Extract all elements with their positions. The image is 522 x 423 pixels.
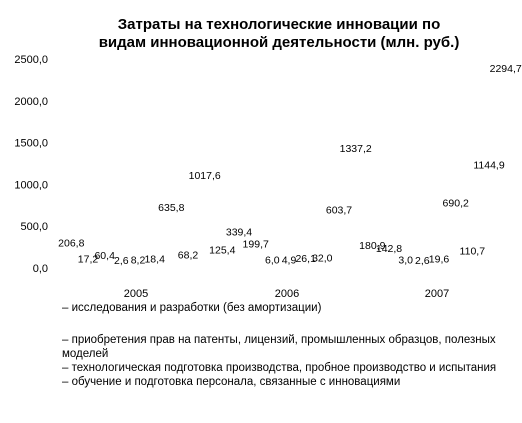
data-label: 1144,9: [473, 159, 505, 172]
data-label: 339,4: [225, 226, 253, 239]
y-tick-label: 1500,0: [14, 137, 48, 150]
data-label: 8,2: [130, 254, 146, 267]
data-labels: [58, 63, 522, 267]
data-label: 199,7: [242, 238, 269, 251]
legend-item-research: – исследования и разработки (без амортизации): [62, 302, 322, 314]
chart-title-line-1: Затраты на технологические инновации по: [117, 16, 441, 33]
data-label: 125,4: [209, 244, 236, 257]
data-label: 32,0: [312, 252, 333, 265]
legend-item-patents: – приобретения прав на патенты, лицензий, промышленных образцов, полезных моделей: [62, 334, 496, 360]
y-tick-label: 1000,0: [14, 179, 48, 192]
x-tick-label: 2006: [274, 288, 300, 300]
data-label: 110,7: [459, 245, 486, 258]
y-tick-label: 500,0: [20, 221, 48, 234]
chart-title: [99, 16, 460, 51]
x-tick-label: 2005: [123, 288, 149, 300]
y-tick-label: 2500,0: [14, 54, 48, 66]
y-tick-label: 0,0: [32, 263, 48, 275]
legend-item-training: – обучение и подготовка персонала, связанные с инновациями: [62, 376, 401, 388]
legend-item-production-prep: – технологическая подготовка производства, пробное производство и испытания: [62, 362, 497, 374]
x-axis-ticks: [124, 288, 449, 300]
data-label: 206,8: [58, 237, 85, 250]
data-label: 3,0: [398, 254, 414, 267]
data-label: 2,6: [113, 254, 129, 267]
data-label: 635,8: [158, 201, 185, 214]
data-label: 17,2: [77, 253, 99, 266]
legend: [62, 301, 514, 389]
data-label: 2,6: [414, 254, 430, 267]
data-label: 68,2: [177, 249, 199, 262]
data-label: 1337,2: [339, 143, 372, 156]
data-label: 1017,6: [188, 169, 221, 182]
data-label: 19,6: [428, 253, 450, 266]
data-label: 2294,7: [489, 63, 522, 76]
data-label: 4,9: [281, 254, 297, 267]
data-label: 603,7: [325, 204, 353, 217]
data-label: 60,4: [94, 250, 115, 262]
data-label: 18,4: [144, 253, 165, 266]
data-label: 180,9: [359, 239, 386, 252]
data-label: 6,0: [264, 254, 280, 267]
y-tick-label: 2000,0: [14, 95, 48, 108]
chart-title-line-2: видам инновационной деятельности (млн. руб.): [98, 34, 460, 51]
data-label: 690,2: [442, 197, 469, 210]
y-axis-ticks: [14, 54, 48, 275]
data-label: 142,8: [375, 243, 403, 256]
data-label: 26,1: [295, 252, 316, 265]
x-tick-label: 2007: [424, 288, 450, 300]
